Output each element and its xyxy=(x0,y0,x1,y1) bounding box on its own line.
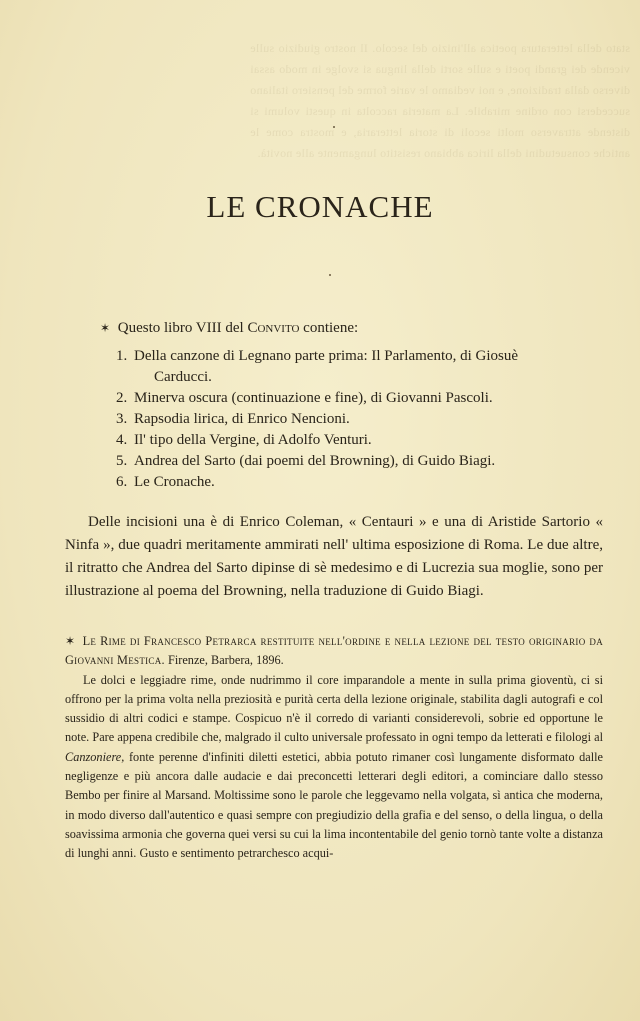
list-item-number: 3. xyxy=(116,411,128,427)
paper-speck xyxy=(333,126,335,128)
list-item-text: Il' tipo della Vergine, di Adolfo Venturi. xyxy=(134,432,372,448)
list-item-number: 4. xyxy=(116,432,128,448)
contents-intro-text: Questo libro VIII del xyxy=(117,320,244,336)
review-heading xyxy=(65,632,603,671)
review-body-text-continued: fonte perenne d'infiniti diletti estetici, abbia potuto rimaner così lungamente disformato dalle negligenze e più ancora dalle audacie e dai preconcetti letterari degli editori, a cominciare dallo stesso Bembo per finire al Marsand. Moltissime sono le parole che leggevamo nella volgata, sì antica che moderna, in modo diverso dall'autentico e quasi sempre con pregiudizio della grafia e del senso, o della lingua, o della soavissima armonia che governa quei versi su cui la lima incontentabile del genio tornò tante volte a distanza di lunghi anni. Gusto e sentimento petrarchesco acqui- xyxy=(65,749,604,861)
contents-intro xyxy=(100,318,600,339)
review-body-italic: Canzoniere, xyxy=(65,749,125,764)
show-through-text: stato della letteratura poetica all'inizio del secolo. Il nostro giudizio sulle vicende dei grandi poeti e sulle sorti della lingua si svolge in modo assai diverso dalla tradizione, e noi vediamo le varie forme del pensiero italiano succedersi con ordine mirabile. La materia raccolta in questi volumi si distende attraverso molti secoli di storia letteraria, e mostra come le antiche consuetudini della lirica abbiano resistito lungamente alle novità. xyxy=(250,41,630,160)
list-item-text-continued: Carducci. xyxy=(154,369,212,385)
paper-speck xyxy=(329,274,331,276)
list-item xyxy=(116,409,600,430)
list-item-number: 6. xyxy=(116,474,128,490)
list-item-text: Andrea del Sarto (dai poemi del Browning), di Guido Biagi. xyxy=(134,453,496,469)
contents-block xyxy=(100,318,600,493)
list-item-number: 5. xyxy=(116,453,128,469)
contents-list xyxy=(100,346,600,493)
list-item xyxy=(116,472,600,493)
review-body xyxy=(65,671,603,864)
book-review xyxy=(65,632,603,864)
review-book-title: Le Rime di Francesco Petrarca restituite nell'ordine e nella lezione del testo originario da Giovanni Mestica. xyxy=(65,634,603,668)
list-item-text: Le Cronache. xyxy=(134,474,215,490)
star-ornament-icon: ✶ xyxy=(65,634,76,648)
list-item-text: Minerva oscura (continuazione e fine), di Giovanni Pascoli. xyxy=(134,390,493,406)
engravings-paragraph: Delle incisioni una è di Enrico Coleman, « Centauri » e una di Aristide Sartorio « Ninfa », due quadri meritamente ammirati nell' ultima esposizione di Roma. Le due altre, il ritratto che Andrea del Sarto dipinse di sè medesimo e di Lucrezia sua moglie, sono per illustrazione al poema del Browning, nella traduzione di Guido Biagi. xyxy=(65,514,603,599)
list-item xyxy=(116,388,600,409)
list-item xyxy=(116,451,600,472)
list-item-text: Rapsodia lirica, di Enrico Nencioni. xyxy=(134,411,350,427)
list-item-number: 1. xyxy=(116,348,128,364)
list-item-text: Della canzone di Legnano parte prima: Il Parlamento, di Giosuè xyxy=(134,348,519,364)
list-item xyxy=(116,430,600,451)
contents-intro-end: contiene: xyxy=(303,320,359,336)
section-title: LE CRONACHE xyxy=(206,188,434,224)
journal-name: Convito xyxy=(247,320,300,336)
review-body-text: Le dolci e leggiadre rime, onde nudrimmo il core imparandole a mente in sulla prima gioventù, ci si offrono per la prima volta nella preziosità e purità certa della lezione originale, stabilita dagli autografi e col sussidio di altri codici e stampe. Cospicuo n'è il corredo di varianti considerevoli, sobrie ed opportune le note. Pare appena credibile che, malgrado il culto universale professato in ogni tempo da letterati e filologi al xyxy=(65,672,603,745)
review-publisher: Firenze, Barbera, 1896. xyxy=(167,653,284,668)
list-item-number: 2. xyxy=(116,390,128,406)
star-ornament-icon: ✶ xyxy=(100,321,111,335)
list-item xyxy=(116,346,600,388)
